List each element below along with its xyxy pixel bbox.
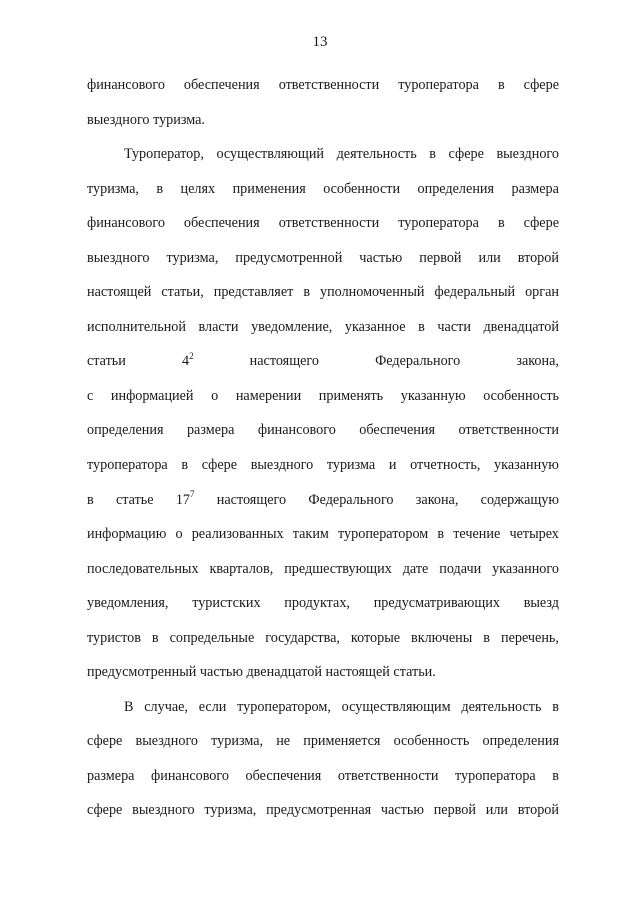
word: обеспечения (183, 77, 260, 93)
word: в (552, 698, 559, 715)
text-line (87, 107, 559, 142)
word: настоящего (249, 353, 319, 370)
word: сфере (87, 802, 123, 819)
word: в (151, 629, 159, 646)
word: настоящей (87, 284, 152, 301)
text-line (87, 556, 559, 591)
word: в (429, 146, 436, 163)
word: туризма. (153, 111, 205, 128)
word: реализованных (191, 526, 284, 543)
word: указанную (400, 387, 466, 404)
word: и (388, 457, 397, 474)
word: частью (199, 664, 243, 681)
word: сопредельные (169, 629, 255, 646)
word: выездного (496, 146, 559, 163)
word: о (175, 526, 183, 543)
text-line (87, 590, 559, 625)
word: особенность (483, 387, 559, 404)
word: отчетность, (410, 457, 481, 474)
word: частью (359, 249, 403, 266)
text-line (87, 521, 559, 556)
word: определения (87, 422, 164, 439)
word: о (211, 387, 219, 404)
word: В (124, 698, 134, 715)
word: второй (517, 249, 559, 266)
word: в (303, 284, 311, 301)
word: орган (525, 284, 559, 301)
word: сфере (523, 77, 559, 93)
text-line (87, 728, 559, 763)
word: сфере (448, 146, 484, 163)
word: второй (517, 802, 559, 819)
word: выездного (87, 111, 150, 128)
word: обеспечения (245, 767, 322, 784)
word: выезд (523, 595, 559, 612)
word: обеспечения (183, 215, 260, 232)
word: деятельность (336, 146, 417, 163)
text-line (87, 659, 559, 694)
word: $17^7$ (175, 488, 195, 508)
text-line (87, 452, 559, 487)
word: настоящего (216, 491, 287, 508)
word: федеральный (434, 284, 516, 301)
word: финансового (87, 77, 165, 93)
word: дате (402, 560, 429, 577)
word: государства, (265, 629, 340, 646)
word: указанного (492, 560, 559, 577)
text-line (87, 625, 559, 660)
word: выездного (87, 249, 150, 266)
text-line (87, 314, 559, 349)
word: если (198, 698, 227, 715)
word: предусматривающих (373, 595, 500, 612)
word: последовательных (87, 560, 199, 577)
word: целях (180, 180, 216, 197)
word: четырех (509, 526, 559, 543)
word: исполнительной (87, 318, 186, 335)
text-line (87, 141, 559, 176)
word: туризма, (204, 802, 257, 819)
word: особенность (393, 733, 470, 750)
word: сфере (201, 457, 238, 474)
word: предусмотренная (266, 802, 372, 819)
word: намерении (235, 387, 302, 404)
word: в (497, 77, 505, 93)
text-line (87, 383, 559, 418)
word: предусмотренный (87, 664, 197, 681)
word: $4^2$ (181, 350, 194, 370)
word: туроператором, (237, 698, 331, 715)
text-line (87, 176, 559, 211)
word: или (478, 249, 501, 266)
word: туризма (326, 457, 376, 474)
word: туризма, (87, 180, 139, 197)
word: в (552, 767, 559, 784)
word: туристских (192, 595, 261, 612)
word: предшествующих (284, 560, 392, 577)
word: туризма, (166, 249, 219, 266)
word: первой (433, 802, 476, 819)
text-line (87, 487, 559, 522)
word: не (276, 733, 291, 750)
text-line (87, 245, 559, 280)
word: настоящей (325, 664, 390, 681)
word: определения (417, 180, 495, 197)
word: перечень, (500, 629, 559, 646)
text-line (87, 210, 559, 245)
word: выездного (250, 457, 314, 474)
page-number: 13 (312, 34, 328, 50)
word: включены (411, 629, 473, 646)
word: информацией (110, 387, 194, 404)
word: которые (350, 629, 401, 646)
word: уполномоченный (319, 284, 425, 301)
word: выездного (132, 802, 195, 819)
word: осуществляющим (341, 698, 451, 715)
word: выездного (135, 733, 199, 750)
word: размера (87, 767, 135, 784)
word: указанное (344, 318, 406, 335)
word: уведомление, (251, 318, 333, 335)
word: в (483, 629, 490, 646)
word: определения (482, 733, 559, 750)
text-line (87, 279, 559, 314)
word: применения (232, 180, 306, 197)
text-line (87, 694, 559, 729)
word: первой (419, 249, 462, 266)
word: статьи. (393, 664, 436, 681)
word: туроператора (87, 457, 168, 474)
word: осуществляющий (216, 146, 325, 163)
word: особенности (323, 180, 401, 197)
word: статьи, (161, 284, 204, 301)
text-line (87, 797, 559, 832)
text-line (87, 348, 559, 383)
text-line (87, 417, 559, 452)
word: ответственности (278, 215, 380, 232)
word: туристов (87, 629, 141, 646)
word: туроператора (398, 215, 479, 232)
word: обеспечения (359, 422, 436, 439)
text-line (87, 72, 559, 107)
word: статьи (87, 353, 126, 370)
word: сфере (87, 733, 123, 750)
word: Туроператор, (124, 146, 204, 163)
word: случае, (144, 698, 188, 715)
word: уведомления, (87, 595, 169, 612)
word: подачи (439, 560, 482, 577)
text-line (87, 763, 559, 798)
word: двенадцатой (483, 318, 559, 335)
word: представляет (213, 284, 294, 301)
word: в (156, 180, 164, 197)
word: части (437, 318, 471, 335)
word: Федерального (308, 491, 394, 508)
word: в (497, 215, 505, 232)
word: ответственности (337, 767, 439, 784)
word: власти (198, 318, 239, 335)
word: в (87, 491, 94, 508)
word: финансового (87, 215, 165, 232)
word: деятельность (461, 698, 542, 715)
word: применять (318, 387, 384, 404)
word: туроператора (398, 77, 479, 93)
word: сфере (523, 215, 559, 232)
word: частью (380, 802, 424, 819)
word: туроператором (338, 526, 429, 543)
word: информацию (87, 526, 167, 543)
word: кварталов, (209, 560, 274, 577)
word: статье (115, 491, 154, 508)
word: туризма, (211, 733, 264, 750)
word: течение (453, 526, 501, 543)
word: указанную (494, 457, 559, 474)
word: таким (292, 526, 329, 543)
word: в (437, 526, 445, 543)
word: размера (511, 180, 559, 197)
word: применяется (303, 733, 381, 750)
word: финансового (257, 422, 336, 439)
word: туроператора (455, 767, 536, 784)
word: ответственности (278, 77, 380, 93)
word: предусмотренной (235, 249, 343, 266)
word: закона, (516, 353, 559, 370)
word: или (485, 802, 508, 819)
word: закона, (415, 491, 459, 508)
word: Федерального (375, 353, 461, 370)
document-body (87, 72, 559, 832)
word: в (418, 318, 425, 335)
word: с (87, 387, 94, 404)
word: двенадцатой (246, 664, 322, 681)
word: продуктах, (284, 595, 350, 612)
word: размера (186, 422, 235, 439)
word: ответственности (458, 422, 559, 439)
word: содержащую (480, 491, 559, 508)
word: финансового (151, 767, 229, 784)
word: в (181, 457, 189, 474)
